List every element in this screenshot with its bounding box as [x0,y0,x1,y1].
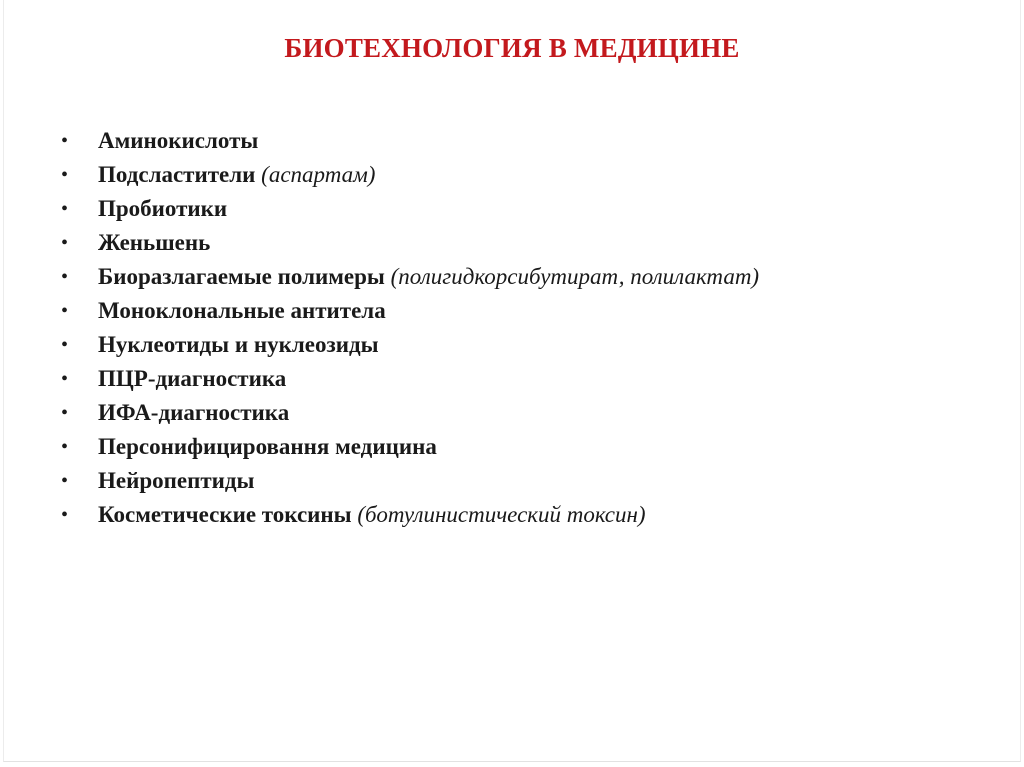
item-note: (ботулинистический токсин) [357,502,646,527]
item-term: Косметические токсины [98,502,352,527]
item-term: ИФА-диагностика [98,400,290,425]
item-term: Аминокислоты [98,128,259,153]
list-item-text [98,294,386,328]
slide-title: БИОТЕХНОЛОГИЯ В МЕДИЦИНЕ [284,33,740,63]
item-term: Биоразлагаемые полимеры [98,264,385,289]
bullet-icon: • [61,300,69,322]
item-term: ПЦР-диагностика [98,366,287,391]
item-note: (полигидкорсибутират, полилактат) [390,264,760,289]
bullet-icon: • [61,334,69,356]
list-item-text [98,158,375,192]
item-term: Нуклеотиды и нуклеозиды [98,332,379,357]
item-term: Пробиотики [98,196,228,221]
list-item-text [98,396,289,430]
slide [3,0,1021,762]
bullet-icon: • [61,164,69,186]
bullet-icon: • [61,198,69,220]
bullet-icon: • [61,436,69,458]
list-item-text [98,362,286,396]
item-term: Подсластители [98,162,256,187]
list-item-text [98,464,255,498]
bullet-icon: • [61,130,69,152]
list-item-text [98,124,258,158]
list-item-text [98,192,227,226]
list-item-text [98,430,437,464]
list-item-text [98,328,379,362]
bullet-icon: • [61,504,69,526]
bullet-icon: • [61,470,69,492]
list-item-text [98,260,759,294]
item-note: (аспартам) [261,162,376,187]
list-item-text [98,498,646,532]
item-term: Персонифицировання медицина [98,434,437,459]
bullet-icon: • [61,232,69,254]
item-term: Женьшень [98,230,211,255]
list-item-text [98,226,210,260]
bullet-icon: • [61,368,69,390]
item-term: Нейропептиды [98,468,255,493]
item-term: Моноклональные антитела [98,298,386,323]
bullet-icon: • [61,402,69,424]
bullet-icon: • [61,266,69,288]
